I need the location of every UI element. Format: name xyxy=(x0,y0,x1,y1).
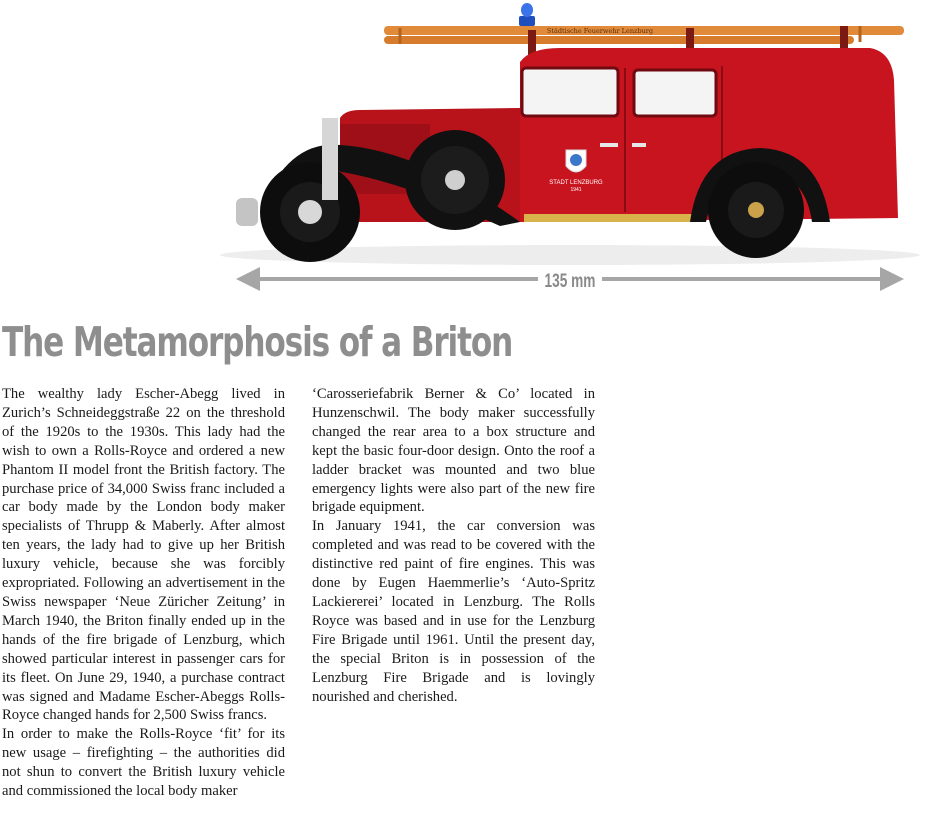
rear-wheel xyxy=(708,162,804,258)
spare-wheel xyxy=(405,130,505,230)
article-paragraph: The wealthy lady Escher-Abegg lived in Zurich’s Schneideggstraße 22 on the threshold of the 1920s to the 1930s. This lady had the wish to own a Rolls-Royce and ordered a new Phantom II model front the British factory. The purchase price of 34,000 Swiss franc included a car body made by the London body maker specialists of Thrupp & Maberly. After almost ten years, the lady had to give up her British luxury vehicle, because she was forcibly expropriated. Following an advertisement in the Swiss newspaper ‘Neue Züricher Zeitung’ in March 1940, the Briton finally ended up in the hands of the fire brigade of Lenzburg, which showed particular interest in passenger cars for its fleet. On June 29, 1940, a purchase contract was signed and Madame Escher-Abeggs Rolls-Royce changed hands for 2,500 Swiss francs. xyxy=(2,386,285,724)
fire-engine-model-image xyxy=(0,0,930,300)
ladder-lettering: Städtische Feuerwehr Lenzburg xyxy=(546,27,654,35)
article-paragraph: In January 1941, the car conversion was completed and was read to be covered with the distinctive red paint of fire engines. This was done by Eugen Haemmerlie’s ‘Auto-Spritz Lackiererei’ located in Lenzburg. The Rolls Royce was based and in use for the Lenzburg Fire Brigade until 1961. Until the present day, the special Briton is in possession of the Lenzburg Fire Brigade and is lovingly nourished and cherished. xyxy=(312,518,595,705)
blue-light-icon xyxy=(519,3,535,26)
emblem-label: STADT LENZBURG xyxy=(549,180,603,186)
dimension-label: 135 mm xyxy=(544,269,596,292)
radiator xyxy=(322,118,338,200)
article-paragraph: ‘Carosseriefabrik Berner & Co’ located in Hunzenschwil. The body maker successfully changed the rear area to a box structure and kept the basic four-door design. Onto the roof a ladder bracket was mounted and two blue emergency lights were also part of the new fire brigade equipment. xyxy=(312,386,595,516)
article-title: The Metamorphosis of a Briton xyxy=(2,318,513,366)
dimension-arrow xyxy=(236,267,904,292)
article-column-left xyxy=(2,385,285,801)
front-bumper xyxy=(236,198,258,226)
front-wheel xyxy=(260,162,360,262)
article-paragraph: In order to make the Rolls-Royce ‘fit’ for its new usage – firefighting – the authorities did not shun to convert the British luxury vehicle and commissioned the local body maker xyxy=(2,726,285,800)
emblem-year: 1941 xyxy=(570,187,582,193)
article-column-right xyxy=(312,385,595,706)
